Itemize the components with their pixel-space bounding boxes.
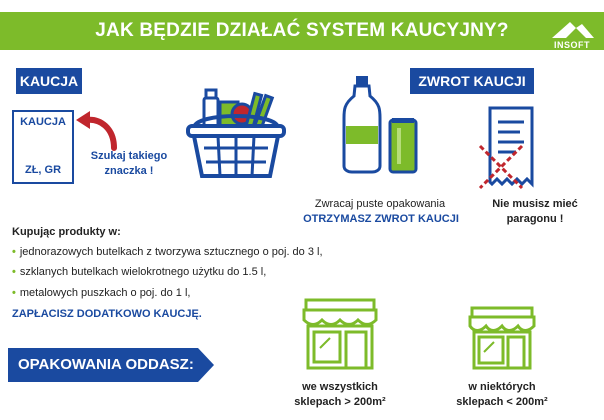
can-icon (388, 116, 418, 174)
purchase-conclusion: ZAPŁACISZ DODATKOWO KAUCJĘ. (12, 308, 202, 320)
bullet-icon: • (12, 266, 16, 278)
return-caption-2: OTRZYMASZ ZWROT KAUCJI (303, 213, 459, 225)
crossed-receipt-icon (476, 104, 546, 190)
list-item (12, 246, 323, 258)
kaucja-tag: KAUCJA (16, 68, 82, 94)
store-caption-some-1: w niektórych (468, 381, 536, 393)
opakowania-tag: OPAKOWANIA ODDASZ: (18, 356, 194, 373)
list-item-text: szklanych butelkach wielokrotnego użytku do 1.5 l, (19, 266, 267, 278)
curved-arrow-icon (74, 108, 122, 152)
bullet-icon: • (12, 246, 16, 258)
kaucja-label-top: KAUCJA (20, 116, 66, 128)
store-caption-all-1: we wszystkich (302, 381, 378, 393)
list-item-text: jednorazowych butelkach z tworzywa sztucznego o poj. do 3 l, (19, 246, 323, 258)
receipt-caption-1: Nie musisz mieć (492, 198, 578, 210)
list-item (12, 287, 190, 299)
hint-line-1: Szukaj takiego (90, 150, 168, 162)
kaucja-label-box (12, 110, 74, 184)
store-icon (466, 306, 538, 372)
kaucja-label-bottom: ZŁ, GR (24, 164, 62, 176)
mountain-logo-icon (546, 18, 598, 40)
store-icon (300, 298, 380, 372)
receipt-caption-2: paragonu ! (506, 213, 564, 225)
store-caption-all-2: sklepach > 200m² (294, 396, 386, 408)
hint-line-2: znaczka ! (104, 165, 154, 177)
shopping-basket-icon (184, 82, 288, 182)
list-item (12, 266, 266, 278)
insoft-logo (546, 18, 598, 50)
return-caption-1: Zwracaj puste opakowania (314, 198, 446, 210)
page-title: JAK BĘDZIE DZIAŁAĆ SYSTEM KAUCYJNY? (95, 20, 509, 41)
zwrot-kaucji-tag: ZWROT KAUCJI (410, 68, 534, 94)
purchase-intro: Kupując produkty w: (12, 226, 121, 238)
logo-text: INSOFT (554, 40, 590, 50)
plastic-bottle-icon (340, 74, 384, 174)
bullet-icon: • (12, 287, 16, 299)
list-item-text: metalowych puszkach o poj. do 1 l, (19, 287, 191, 299)
store-caption-some-2: sklepach < 200m² (456, 396, 548, 408)
